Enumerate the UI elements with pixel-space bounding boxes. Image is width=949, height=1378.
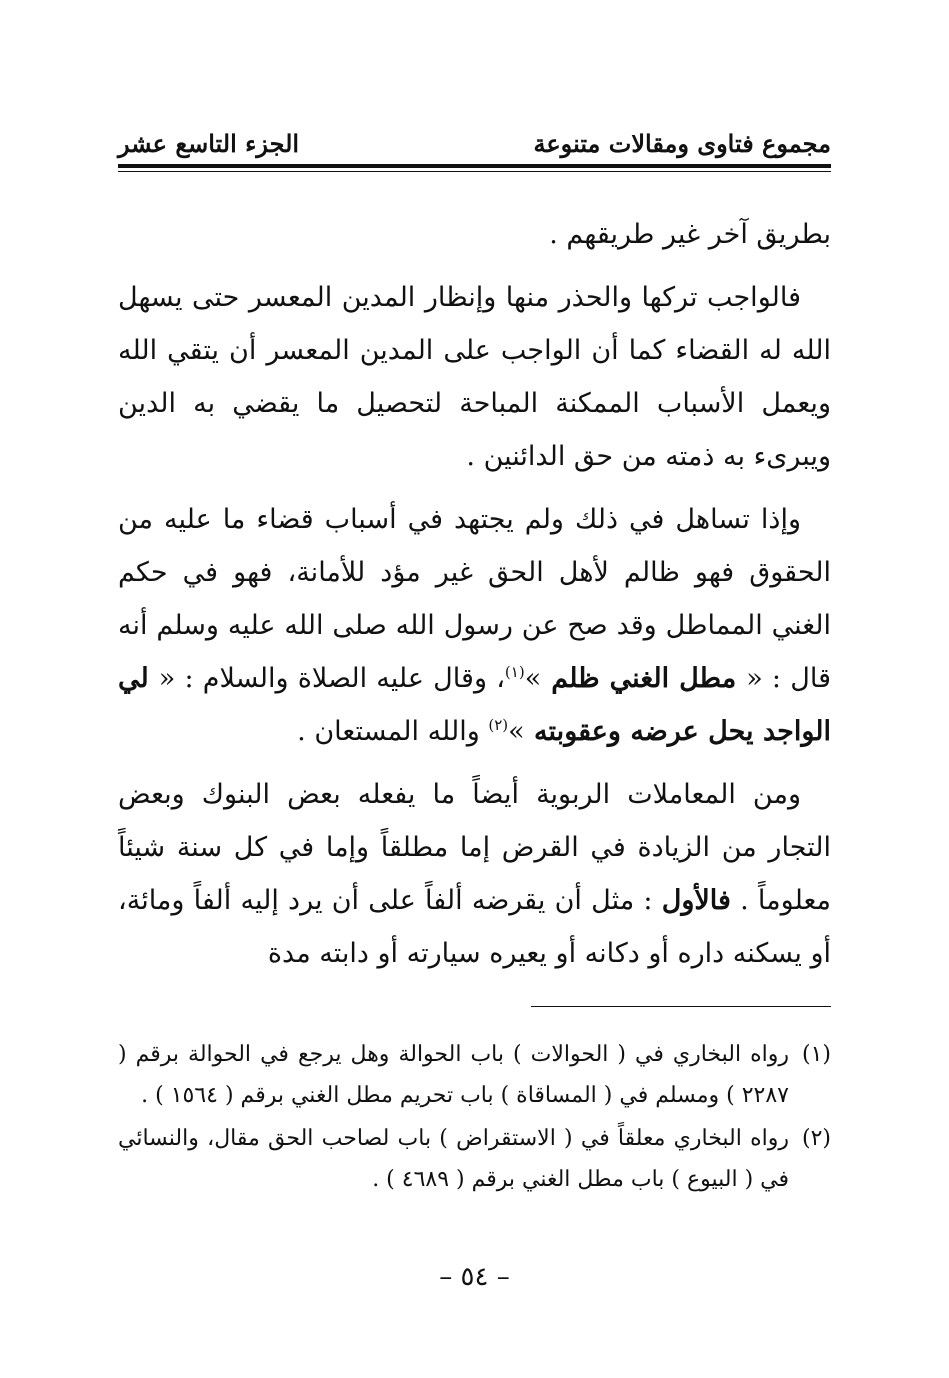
running-header [118, 118, 831, 158]
footnote-text-2: رواه البخاري معلقاً في ( الاستقراض ) باب لصاحب الحق مقال، والنسائي في ( البيوع ) باب مطل الغني برقم ( ٤٦٨٩ ) . [118, 1126, 789, 1192]
paragraph-4-text-b: : مثل أن يقرضه ألفاً على أن يرد إليه ألفاً ومائة، أو يسكنه داره أو دكانه أو يعيره سيارته أو دابته مدة [118, 885, 831, 969]
footnote-separator [531, 1006, 831, 1007]
hadith-quote-2: لي الواجد يحل عرضه وعقوبته [118, 663, 831, 747]
footnote-ref-1[interactable]: (١) [504, 663, 525, 681]
main-text [118, 208, 831, 990]
paragraph-4-bold-term: فالأول [661, 885, 731, 916]
paragraph-3-text-e: والله المستعان . [297, 716, 489, 747]
paragraph-3-text-a: وإذا تساهل في ذلك ولم يجتهد في أسباب قضاء ما عليه من الحقوق فهو ظالم لأهل الحق غير مؤد للأمانة، فهو في حكم الغني المماطل وقد صح عن رسول الله صلى الله عليه وسلم أنه قال : « [118, 504, 831, 694]
footnote-2 [118, 1118, 831, 1200]
hadith-quote-1: مطل الغني ظلم [541, 663, 747, 694]
footnote-number-2: (٢) [801, 1126, 831, 1151]
header-rule [118, 164, 831, 168]
footnote-number-1: (١) [801, 1042, 831, 1067]
paragraph-3 [118, 493, 831, 758]
volume-label: الجزء التاسع عشر [118, 129, 300, 158]
paragraph-3-text-d: » [508, 716, 525, 747]
paragraph-4-text-a: ومن المعاملات الربوية أيضاً ما يفعله بعض البنوك وبعض التجار من الزيادة في القرض إما مطلقاً وإما في كل سنة شيئاً معلوماً . [118, 779, 831, 916]
footnote-text-1: رواه البخاري في ( الحوالات ) باب الحوالة وهل يرجع في الحوالة برقم ( ٢٢٨٧ ) ومسلم في ( المساقاة ) باب تحريم مطل الغني برقم ( ١٥٦٤ ) . [118, 1042, 789, 1108]
paragraph-2: فالواجب تركها والحذر منها وإنظار المدين المعسر حتى يسهل الله له القضاء كما أن الواجب على المدين المعسر أن يتقي الله ويعمل الأسباب الممكنة المباحة لتحصيل ما يقضي به الدين ويبرىء به ذمته من حق الدائنين . [118, 282, 831, 472]
paragraph-4 [118, 768, 831, 980]
footnotes [118, 1034, 831, 1202]
footnote-1 [118, 1034, 831, 1116]
page-number: – ٥٤ – [439, 1262, 510, 1292]
header-rule-thin [118, 171, 831, 172]
book-title: مجموع فتاوى ومقالات متنوعة [533, 129, 831, 158]
paragraph-3-text-b: » [524, 663, 542, 694]
paragraph-1: بطريق آخر غير طريقهم . [549, 219, 831, 250]
paragraph-3-text-c: ، وقال عليه الصلاة والسلام : « [158, 663, 505, 694]
footnote-ref-2[interactable]: (٢) [488, 716, 509, 734]
